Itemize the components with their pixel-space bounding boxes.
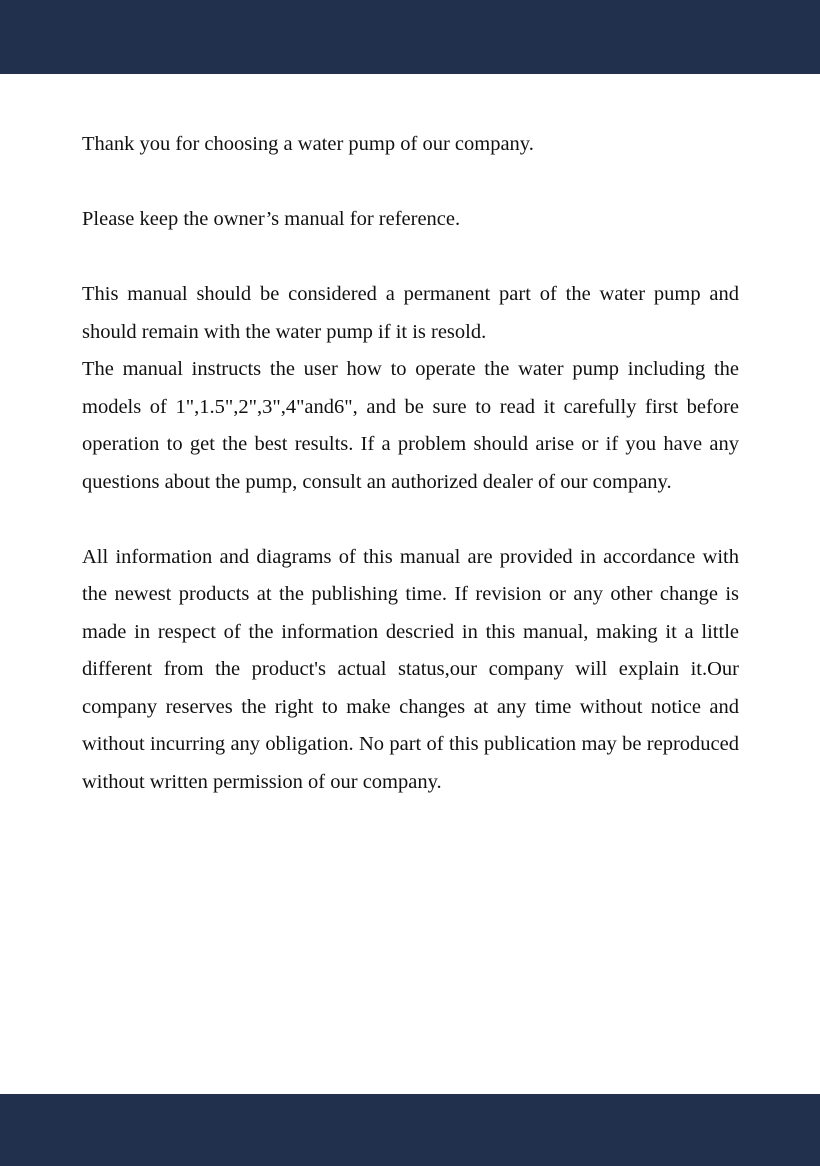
permanent-part-paragraph: This manual should be considered a permanent part of the water pump and should remain with the water pump if it is resold.	[82, 283, 739, 343]
footer-band	[0, 1094, 820, 1166]
thank-you-paragraph: Thank you for choosing a water pump of our company.	[82, 133, 534, 155]
manual-introduction	[82, 126, 739, 801]
keep-manual-paragraph: Please keep the owner’s manual for reference.	[82, 208, 461, 230]
information-notice-paragraph: All information and diagrams of this manual are provided in accordance with the newest products at the publishing time. If revision or any other change is made in respect of the information descried in this manual, making it a little different from the product's actual status,our company will explain it.Our company reserves the right to make changes at any time without notice and without incurring any obligation. No part of this publication may be reproduced without written permission of our company.	[82, 545, 739, 793]
manual-instructions-paragraph: The manual instructs the user how to operate the water pump including the models of 1",1.5",2",3",4"and6", and be sure to read it carefully first before operation to get the best results. If a problem should arise or if you have any questions about the pump, consult an authorized dealer of our company.	[82, 358, 739, 493]
header-band	[0, 0, 820, 74]
